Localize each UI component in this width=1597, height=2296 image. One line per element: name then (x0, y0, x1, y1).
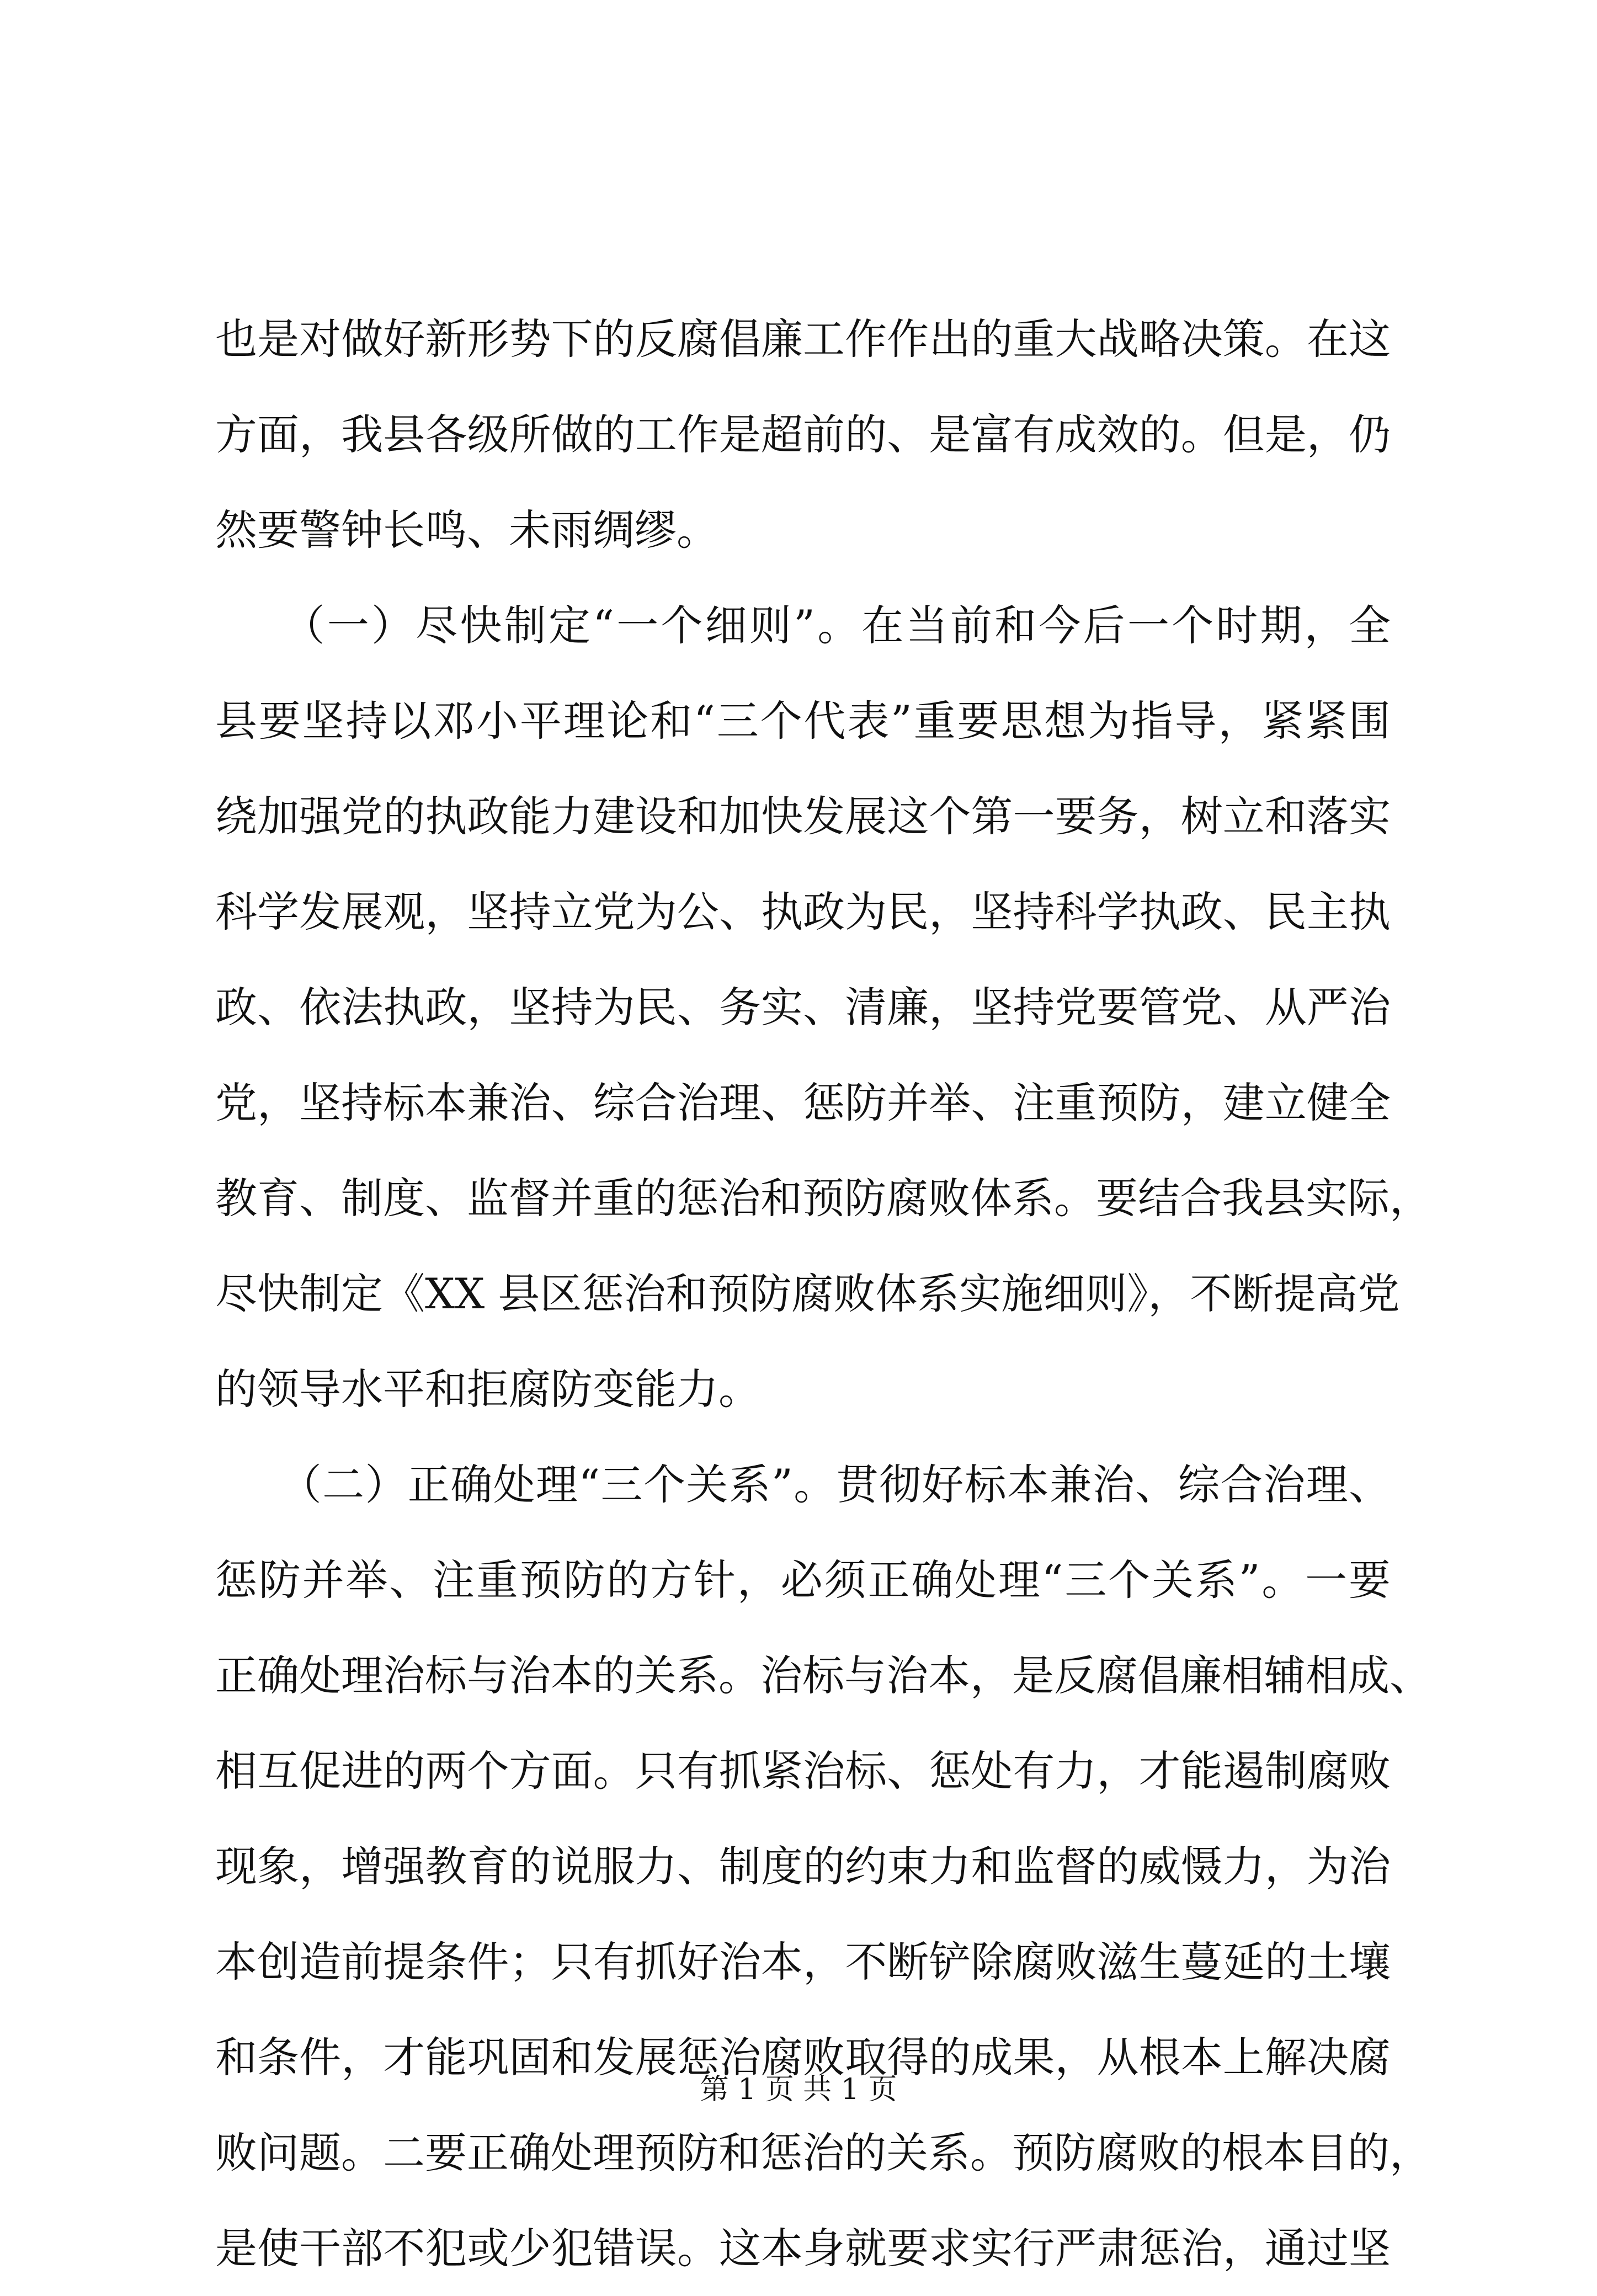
text-line: 的领导水平和拒腐防变能力。 (215, 1365, 760, 1414)
text-line: 正确处理治标与治本的关系。治标与治本，是反腐倡廉相辅相成、 (215, 1651, 1431, 1700)
text-line: 方面，我县各级所做的工作是超前的、是富有成效的。但是，仍 (215, 410, 1391, 459)
text-line: 科学发展观，坚持立党为公、执政为民，坚持科学执政、民主执 (215, 887, 1391, 936)
page-number-footer: 第 1 页 共 1 页 (700, 2073, 897, 2106)
text-line: （一）尽快制定“一个细则”。在当前和今后一个时期，全 (215, 601, 1391, 650)
text-line: 政、依法执政，坚持为民、务实、清廉，坚持党要管党、从严治 (215, 983, 1391, 1032)
text-line: 教育、制度、监督并重的惩治和预防腐败体系。要结合我县实际， (215, 1174, 1431, 1223)
text-line: 败问题。二要正确处理预防和惩治的关系。预防腐败的根本目的， (215, 2128, 1431, 2177)
text-line: 是使干部不犯或少犯错误。这本身就要求实行严肃惩治，通过坚 (215, 2224, 1391, 2273)
text-line: 本创造前提条件；只有抓好治本，不断铲除腐败滋生蔓延的土壤 (215, 1937, 1391, 1986)
text-line: 然要警钟长鸣、未雨绸缪。 (215, 505, 718, 555)
text-line: 惩防并举、注重预防的方针，必须正确处理“三个关系”。一要 (215, 1555, 1391, 1605)
text-line: 县要坚持以邓小平理论和“三个代表”重要思想为指导，紧紧围 (215, 696, 1391, 745)
text-line: 和条件，才能巩固和发展惩治腐败取得的成果，从根本上解决腐 (215, 2033, 1391, 2082)
text-line: 尽快制定《XX 县区惩治和预防腐败体系实施细则》，不断提高党 (215, 1269, 1400, 1318)
text-line: 也是对做好新形势下的反腐倡廉工作作出的重大战略决策。在这 (215, 315, 1391, 364)
text-line: 党，坚持标本兼治、综合治理、惩防并举、注重预防，建立健全 (215, 1078, 1391, 1127)
text-line: 现象，增强教育的说服力、制度的约束力和监督的威慑力，为治 (215, 1842, 1391, 1891)
text-line: 绕加强党的执政能力建设和加快发展这个第一要务，树立和落实 (215, 792, 1391, 841)
text-line: 相互促进的两个方面。只有抓紧治标、惩处有力，才能遏制腐败 (215, 1746, 1391, 1796)
document-body (215, 291, 1431, 2296)
text-line: （二）正确处理“三个关系”。贯彻好标本兼治、综合治理、 (215, 1460, 1391, 1509)
